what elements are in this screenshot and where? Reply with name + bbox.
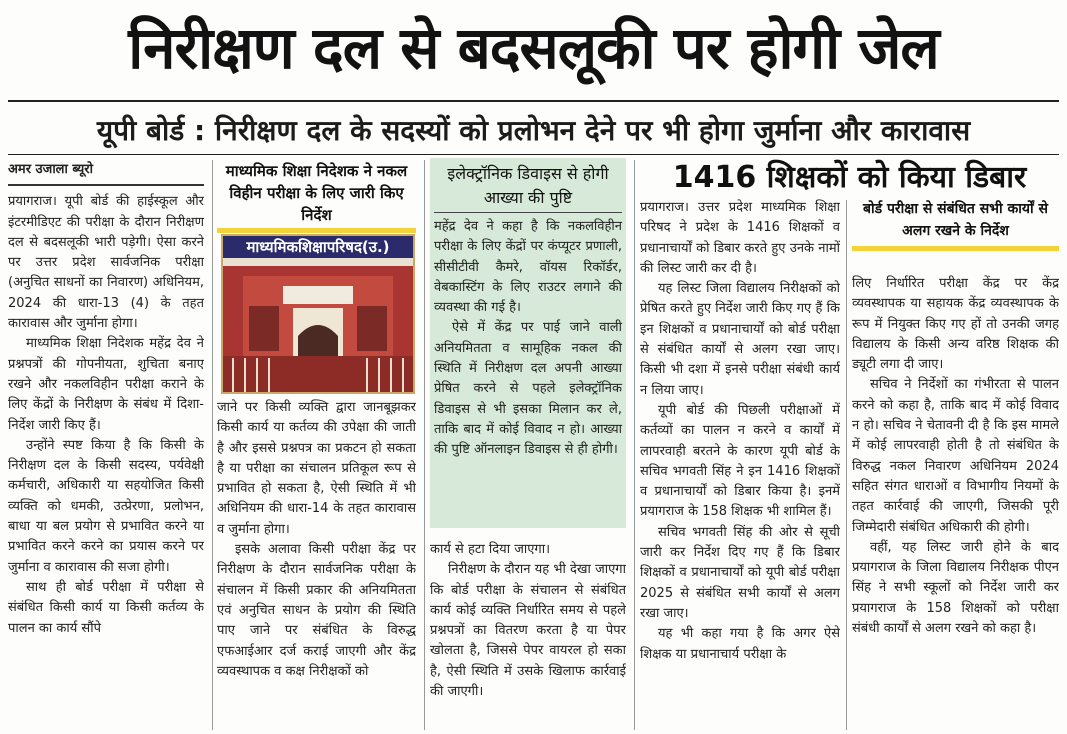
column-divider [424, 160, 425, 730]
info-box [430, 158, 626, 528]
paragraph: निरीक्षण के दौरान यह भी देखा जाएगा कि बोर्ड परीक्षा के संचालन से संबंधित कार्य कोई व्यक्ति निर्धारित समय से पहले प्रश्नपत्रों का वितरण करता है या पेपर खोलता है, जिससे पेपर वायरल हो सका है, ऐसी स्थिति में उसके खिलाफ कार्रवाई की जाएगी। [430, 562, 626, 700]
paragraph: उन्होंने स्पष्ट किया है कि किसी के निरीक्षण दल के किसी सदस्य, पर्यवेक्षी कर्मचारी, अधिकारी या सहयोजित किसी व्यक्ति को धमकी, उत्प्रेरणा, प्रलोभन, बाधा या बल प्रयोग से प्रभावित करने या प्रभावित करने करने का प्रयास करने पर जुर्माना व कारावास की सजा होगी। [8, 437, 204, 575]
rule-divider [8, 154, 1059, 155]
article-column-5 [852, 274, 1059, 734]
paragraph: साथ ही बोर्ड परीक्षा में परीक्षा से संबंधित किसी कार्य या किसी कर्तव्य के पालन का कार्य सौंपे [8, 579, 204, 636]
article-column-3 [430, 540, 626, 734]
paragraph: महेंद्र देव ने कहा है कि नकलविहीन परीक्षा के लिए केंद्रों पर कंप्यूटर प्रणाली, सीसीटीवी कैमरे, वॉयस रिकॉर्डर, वेबकास्टिंग के लिए राउटर लगाने की व्यवस्था की गई है। [434, 219, 622, 316]
column-divider [846, 200, 847, 730]
story2-subheading-box [852, 198, 1059, 262]
story2-title: 1416 शिक्षकों को किया डिबार [672, 160, 1027, 195]
paragraph: ऐसे में केंद्र पर पाई जाने वाली अनियमितता व सामूहिक नकल की स्थिति में निरीक्षण दल अपनी आख्या प्रेषित करने से पहले इलेक्ट्रॉनिक डिवाइस से भी इसका मिलान कर ले, ताकि बाद में कोई विवाद न हो। आख्या की पुष्टि ऑनलाइन डिवाइस से ही होगी। [434, 320, 622, 458]
paragraph: यह भी कहा गया है कि अगर ऐसे शिक्षक या प्रधानाचार्य परीक्षा के [640, 626, 840, 662]
article-column-2-heading [217, 160, 416, 234]
section-subheading: माध्यमिक शिक्षा निदेशक ने नकल विहीन परीक्षा के लिए जारी किए निर्देश [225, 162, 408, 224]
paragraph: यह लिस्ट जिला विद्यालय निरीक्षकों को प्रेषित करते हुए निर्देश जारी किए गए हैं कि इन शिक्षकों व प्रधानाचार्यों को बोर्ड परीक्षा से संबंधित कार्यों से अलग रखा जाए। किसी भी दशा में इनसे परीक्षा संबंधी कार्य न लिया जाए। [640, 281, 840, 398]
highlight-bar [217, 228, 416, 233]
paragraph: माध्यमिक शिक्षा निदेशक महेंद्र देव ने प्रश्नपत्रों की गोपनीयता, शुचिता बनाए रखने और नकलविहीन परीक्षा कराने के लिए केंद्रों के निरीक्षण के संबंध में दिशा-निर्देश जारी किए हैं। [8, 336, 204, 433]
paragraph: प्रयागराज। उत्तर प्रदेश माध्यमिक शिक्षा परिषद ने प्रदेश के 1416 शिक्षकों व प्रधानाचार्यों को डिबार करते हुए उनके नामों की लिस्ट जारी कर दी है। [640, 200, 840, 276]
paragraph: यूपी बोर्ड की पिछली परीक्षाओं में कर्तव्यों का पालन न करने व कार्यों में लापरवाही बरतने के कारण यूपी बोर्ड के सचिव भगवती सिंह ने इन 1416 शिक्षकों व प्रधानाचार्यों को डिबार किया है। इनमें प्रयागराज के 158 शिक्षक भी शामिल हैं। [640, 402, 840, 520]
paragraph: सचिव भगवती सिंह की ओर से सूची जारी कर निर्देश दिए गए हैं कि डिबार शिक्षकों व प्रधानाचार्यों को यूपी बोर्ड परीक्षा 2025 से संबंधित सभी कार्यों से अलग रखा जाए। [640, 524, 840, 621]
paragraph: लिए निर्धारित परीक्षा केंद्र पर केंद्र व्यवस्थापक या सहायक केंद्र व्यवस्थापक के रूप में नियुक्त किए गए हों तो उनकी जगह विद्यालय के किसी अन्य वरिष्ठ शिक्षक की ड्यूटी लगा दी जाए। [852, 276, 1059, 373]
paragraph: वहीं, यह लिस्ट जारी होने के बाद प्रयागराज के जिला विद्यालय निरीक्षक पीएन सिंह ने सभी स्कूलों को निर्देश जारी कर प्रयागराज के 158 शिक्षकों को परीक्षा संबंधी कार्यों से अलग रखने को कहा है। [852, 539, 1059, 637]
article-column-1 [8, 160, 204, 734]
column-divider [212, 160, 213, 730]
subheadline: यूपी बोर्ड : निरीक्षण दल के सदस्यों को प्रलोभन देने पर भी होगा जुर्माना और कारावास [96, 114, 971, 147]
section-subheading: बोर्ड परीक्षा से संबंधित सभी कार्यों से अलग रखने के निर्देश [863, 201, 1048, 239]
rule-divider [434, 212, 622, 213]
byline: अमर उजाला ब्यूरो [8, 162, 93, 177]
headline: निरीक्षण दल से बदसलूकी पर होगी जेल [128, 14, 939, 82]
building-illustration [223, 236, 413, 392]
rule-divider [8, 184, 204, 186]
paragraph: जाने पर किसी व्यक्ति द्वारा जानबूझकर किसी कार्य या कर्तव्य की उपेक्षा की जाती है और इससे प्रश्नपत्र का प्रकटन हो सकता है या परीक्षा का संचालन प्रतिकूल रूप से प्रभावित हो सकता है, ऐसी स्थिति में भी अधिनियम की धारा-14 के तहत कारावास व जुर्माना होगा। [217, 400, 416, 537]
info-box-heading: इलेक्ट्रॉनिक डिवाइस से होगी आख्या की पुष्टि [447, 164, 609, 207]
photo-sign-text: माध्यमिकशिक्षापरिषद(उ.) [246, 238, 390, 256]
article-column-2 [217, 398, 416, 734]
rule-divider [8, 100, 1059, 102]
paragraph: इसके अलावा किसी परीक्षा केंद्र पर निरीक्षण के दौरान सार्वजनिक परीक्षा के संचालन में किसी प्रकार की अनियमितता एवं अनुचित साधन के प्रयोग की स्थिति पाए जाने पर संबंधित के विरुद्ध एफआईआर दर्ज कराई जाएगी और केंद्र व्यवस्थापक व कक्ष निरीक्षकों को [217, 542, 416, 679]
paragraph: प्रयागराज। यूपी बोर्ड की हाईस्कूल और इंटरमीडिएट की परीक्षा के दौरान निरीक्षण दल से बदसलूकी भारी पड़ेगी। ऐसा करने पर उत्तर प्रदेश सार्वजनिक परीक्षा (अनुचित साधनों का निवारण) अधिनियम, 2024 की धारा-13 (4) के तहत कारावास और जुर्माना होगा। [8, 194, 204, 332]
article-column-4 [640, 198, 840, 734]
column-divider [634, 160, 635, 730]
paragraph: सचिव ने निर्देशों का गंभीरता से पालन करने को कहा है, ताकि बाद में कोई विवाद न हो। सचिव ने चेतावनी दी है कि इस मामले में कोई लापरवाही होती है तो संबंधित के विरुद्ध नकल निवारण अधिनियम 2024 सहित संगत धाराओं व विभागीय नियमों के तहत कार्रवाई की जाएगी, जिसकी पूरी जिम्मेदारी संबंधित अधिकारी की होगी। [852, 377, 1059, 535]
highlight-bar [852, 246, 1059, 251]
building-photo [221, 234, 415, 394]
paragraph: कार्य से हटा दिया जाएगा। [430, 542, 551, 557]
